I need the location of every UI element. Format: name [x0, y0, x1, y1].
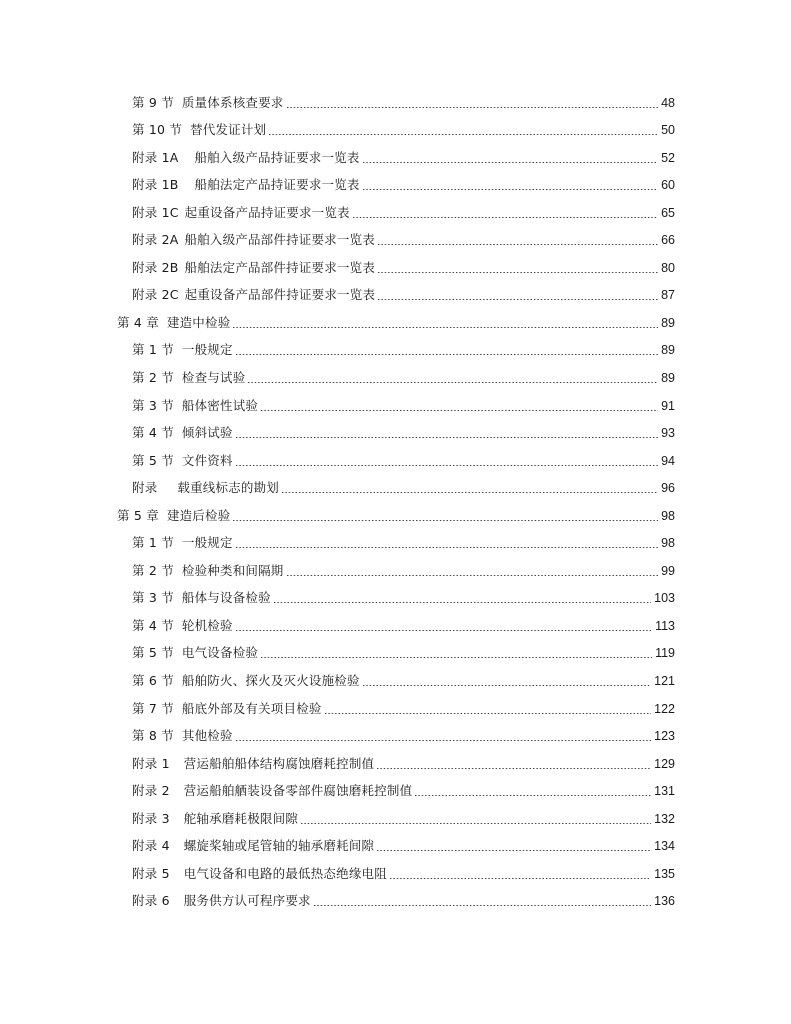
toc-entry-title: 营运船舶船体结构腐蚀磨耗控制值 — [183, 755, 375, 771]
toc-entry-number: 第 2 节 — [132, 562, 174, 578]
toc-entry-title: 船舶入级产品部件持证要求一览表 — [184, 232, 375, 248]
toc-entry-title: 倾斜试验 — [181, 425, 233, 441]
toc-entry-number: 第 1 节 — [132, 535, 174, 551]
toc-entry-title: 建造后检验 — [166, 507, 231, 523]
toc-page-number: 129 — [654, 756, 675, 771]
toc-entry-title: 船舶入级产品持证要求一览表 — [194, 149, 360, 165]
toc-entry-title: 其他检验 — [181, 728, 233, 744]
toc-page-number: 80 — [661, 260, 675, 275]
toc-entry[interactable] — [0, 172, 791, 200]
toc-entry[interactable] — [0, 612, 791, 640]
toc-entry-title: 电气设备检验 — [181, 645, 259, 661]
toc-entry-number: 附录 1B — [132, 177, 179, 193]
toc-page-number: 134 — [654, 839, 675, 854]
toc-entry-title: 螺旋桨轴或尾管轴的轴承磨耗间隙 — [183, 838, 375, 854]
toc-entry[interactable] — [0, 227, 791, 255]
toc-entry-title: 文件资料 — [181, 452, 233, 468]
toc-page-number: 132 — [654, 811, 675, 826]
toc-entry[interactable] — [0, 888, 791, 916]
toc-entry[interactable] — [0, 254, 791, 282]
toc-entry[interactable] — [0, 282, 791, 310]
dot-leader — [362, 162, 658, 163]
toc-page-number: 123 — [654, 729, 675, 744]
toc-chapter-entry[interactable] — [0, 502, 791, 530]
toc-page-number: 50 — [661, 123, 675, 138]
toc-entry-title: 载重线标志的勘划 — [177, 480, 280, 496]
toc-entry-title: 服务供方认可程序要求 — [183, 893, 311, 909]
toc-entry[interactable] — [0, 585, 791, 613]
toc-entry-number: 附录 — [132, 480, 158, 496]
toc-entry-title: 船舶法定产品持证要求一览表 — [194, 177, 360, 193]
toc-entry[interactable] — [0, 640, 791, 668]
dot-leader — [235, 465, 658, 466]
toc-entry-number: 第 2 节 — [132, 369, 174, 385]
toc-entry-title: 检验种类和间隔期 — [181, 562, 284, 578]
toc-entry-number: 附录 1A — [132, 149, 179, 165]
toc-page-number: 89 — [661, 315, 675, 330]
toc-entry-number: 第 4 章 — [117, 314, 159, 330]
toc-page-number: 122 — [654, 701, 675, 716]
toc-entry[interactable] — [0, 144, 791, 172]
toc-entry-number: 第 5 节 — [132, 645, 174, 661]
toc-entry-number: 第 1 节 — [132, 342, 174, 358]
toc-entry[interactable] — [0, 447, 791, 475]
toc-entry-title: 电气设备和电路的最低热态绝缘电阻 — [183, 865, 387, 881]
toc-entry-number: 第 3 节 — [132, 397, 174, 413]
toc-page-number: 91 — [661, 398, 675, 413]
dot-leader — [273, 602, 651, 603]
toc-entry-title: 轮机检验 — [181, 617, 233, 633]
toc-entry[interactable] — [0, 860, 791, 888]
toc-entry-title: 起重设备产品部件持证要求一览表 — [184, 287, 376, 303]
dot-leader — [377, 299, 658, 300]
toc-entry-number: 第 6 节 — [132, 673, 174, 688]
dot-leader — [260, 657, 652, 658]
toc-page-number: 89 — [661, 343, 675, 358]
toc-entry-number: 附录 2B — [132, 259, 179, 275]
dot-leader — [235, 547, 658, 548]
dot-leader — [324, 713, 652, 714]
dot-leader — [313, 905, 651, 906]
toc-page-number: 65 — [661, 205, 675, 220]
toc-chapter-entry[interactable] — [0, 309, 791, 337]
toc-entry-title: 检查与试验 — [181, 369, 246, 385]
toc-entry[interactable] — [0, 199, 791, 227]
toc-page-number: 99 — [661, 563, 675, 578]
dot-leader — [268, 134, 658, 135]
toc-entry[interactable] — [0, 557, 791, 585]
toc-entry-number: 第 5 节 — [132, 452, 174, 468]
toc-entry[interactable] — [0, 778, 791, 806]
toc-page-number: 103 — [654, 591, 675, 606]
toc-page-number: 96 — [661, 481, 675, 496]
toc-page-number: 98 — [661, 508, 675, 523]
toc-entry-title: 一般规定 — [181, 342, 233, 358]
toc-entry-number: 第 10 节 — [132, 122, 183, 138]
dot-leader — [362, 189, 658, 190]
toc-entry-number: 附录 5 — [132, 865, 170, 881]
toc-entry-number: 第 4 节 — [132, 425, 174, 441]
toc-entry-title: 一般规定 — [181, 535, 233, 551]
toc-entry-title: 替代发证计划 — [190, 122, 267, 138]
toc-page-number: 94 — [661, 453, 675, 468]
toc-entry-title: 舵轴承磨耗极限间隙 — [183, 810, 299, 826]
toc-page-number: 121 — [654, 674, 675, 688]
toc-entry[interactable] — [0, 89, 791, 117]
toc-entry-number: 第 3 节 — [132, 590, 174, 606]
dot-leader — [232, 520, 658, 521]
toc-entry-title: 船舶防火、探火及灭火设施检验 — [181, 673, 360, 688]
toc-page-number: 87 — [661, 288, 675, 303]
toc-entry-number: 附录 3 — [132, 810, 170, 826]
toc-entry-number: 第 8 节 — [132, 728, 174, 744]
toc-page-number: 98 — [661, 536, 675, 551]
toc-entry[interactable] — [0, 117, 791, 145]
toc-entry-number: 第 7 节 — [132, 700, 174, 716]
dot-leader — [232, 327, 658, 328]
dot-leader — [260, 410, 658, 411]
toc-entry-number: 附录 1C — [132, 204, 179, 220]
toc-entry-title: 营运船舶舾装设备零部件腐蚀磨耗控制值 — [183, 783, 413, 799]
toc-entry-number: 第 4 节 — [132, 617, 174, 633]
dot-leader — [235, 630, 652, 631]
dot-leader — [377, 244, 658, 245]
table-of-contents — [0, 89, 791, 915]
dot-leader — [376, 768, 651, 769]
toc-entry-title: 船体密性试验 — [181, 397, 259, 413]
dot-leader — [377, 272, 658, 273]
toc-entry-number: 附录 2A — [132, 232, 179, 248]
toc-entry[interactable] — [0, 530, 791, 558]
dot-leader — [247, 382, 658, 383]
dot-leader — [286, 575, 658, 576]
toc-entry[interactable] — [0, 833, 791, 861]
dot-leader — [300, 823, 651, 824]
toc-entry[interactable] — [0, 695, 791, 723]
toc-page-number: 136 — [654, 894, 675, 909]
toc-page-number: 89 — [661, 370, 675, 385]
toc-entry-title: 建造中检验 — [166, 314, 231, 330]
toc-page-number: 66 — [661, 233, 675, 248]
toc-entry-number: 附录 4 — [132, 838, 170, 854]
toc-entry[interactable] — [0, 805, 791, 833]
toc-page-number: 93 — [661, 426, 675, 441]
toc-entry[interactable] — [0, 392, 791, 420]
dot-leader — [235, 740, 651, 741]
toc-entry-title: 质量体系核查要求 — [181, 94, 284, 110]
toc-entry[interactable] — [0, 364, 791, 392]
toc-entry[interactable] — [0, 475, 791, 503]
toc-entry-title: 船体与设备检验 — [181, 590, 271, 606]
toc-entry-title: 船底外部及有关项目检验 — [181, 700, 322, 716]
dot-leader — [352, 217, 658, 218]
toc-entry-title: 起重设备产品持证要求一览表 — [184, 204, 350, 220]
toc-entry-number: 附录 2C — [132, 287, 179, 303]
dot-leader — [281, 492, 658, 493]
toc-entry[interactable] — [0, 337, 791, 365]
toc-page-number: 119 — [655, 646, 675, 661]
dot-leader — [376, 850, 651, 851]
dot-leader — [286, 107, 658, 108]
toc-page-number: 60 — [661, 178, 675, 193]
dot-leader — [414, 795, 651, 796]
toc-page-number: 52 — [661, 150, 675, 165]
toc-entry-number: 第 9 节 — [132, 94, 174, 110]
toc-page-number: 135 — [654, 866, 675, 881]
toc-entry-number: 附录 6 — [132, 893, 170, 909]
toc-page-number: 113 — [655, 618, 675, 633]
dot-leader — [235, 354, 658, 355]
toc-entry[interactable] — [0, 723, 791, 751]
toc-entry-title: 船舶法定产品部件持证要求一览表 — [184, 259, 376, 275]
toc-entry[interactable] — [0, 750, 791, 778]
dot-leader — [362, 685, 651, 686]
toc-entry-number: 第 5 章 — [117, 507, 159, 523]
toc-entry-number: 附录 2 — [132, 783, 170, 799]
toc-page-number: 48 — [661, 95, 675, 110]
toc-entry[interactable] — [0, 420, 791, 448]
dot-leader — [235, 437, 658, 438]
toc-page-number: 131 — [654, 784, 675, 799]
toc-entry[interactable] — [0, 667, 791, 695]
toc-entry-number: 附录 1 — [132, 755, 170, 771]
dot-leader — [389, 878, 651, 879]
